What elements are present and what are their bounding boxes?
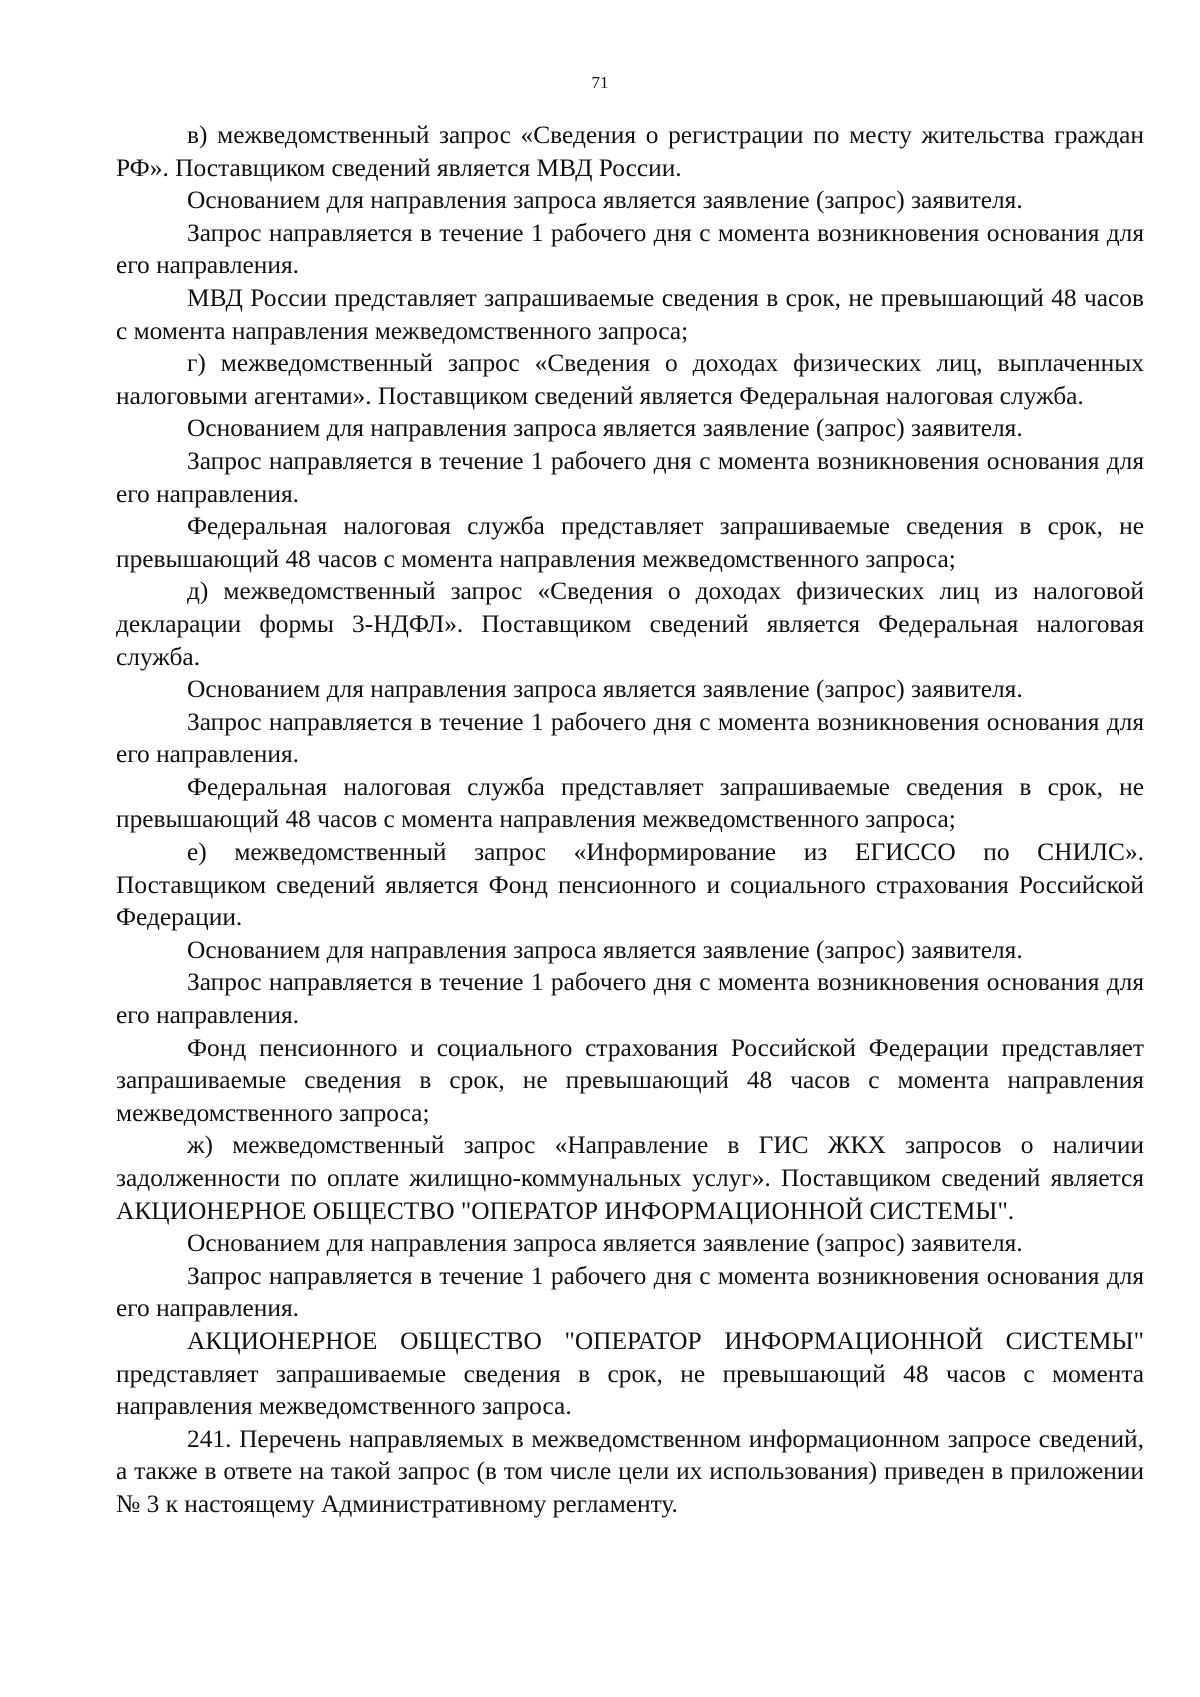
paragraph-request-timing: Запрос направляется в течение 1 рабочего дня с момента возникновения основания для его направления. <box>116 1261 1144 1323</box>
paragraph-fns-response-term: Федеральная налоговая служба представляет запрашиваемые сведения в срок, не превышающий 48 часов с момента направления межведомственного запроса; <box>116 512 1144 573</box>
paragraph-fns-response-term: Федеральная налоговая служба представляет запрашиваемые сведения в срок, не превышающий 48 часов с момента направления межведомственного запроса; <box>116 772 1144 834</box>
document-body <box>116 119 1144 1521</box>
paragraph-request-timing: Запрос направляется в течение 1 рабочего дня с момента возникновения основания для его направления. <box>116 446 1144 508</box>
paragraph-sfr-response-term: Фонд пенсионного и социального страхования Российской Федерации представляет запрашиваемые сведения в срок, не превышающий 48 часов с момента направления межведомственного запроса; <box>116 1033 1144 1127</box>
paragraph-request-basis: Основанием для направления запроса является заявление (запрос) заявителя. <box>187 414 1023 443</box>
paragraph-v-mvd-request: в) межведомственный запрос «Сведения о регистрации по месту жительства граждан РФ». Поставщиком сведений является МВД России. <box>116 121 1144 182</box>
page-number: 71 <box>591 73 609 92</box>
paragraph-e-egisso-request: е) межведомственный запрос «Информирование из ЕГИССО по СНИЛС». Поставщиком сведений является Фонд пенсионного и социального страхования Российской Федерации. <box>116 838 1144 932</box>
paragraph-request-timing: Запрос направляется в течение 1 рабочего дня с момента возникновения основания для его направления. <box>116 707 1144 769</box>
paragraph-request-basis: Основанием для направления запроса является заявление (запрос) заявителя. <box>187 935 1023 964</box>
paragraph-241-list-of-data: 241. Перечень направляемых в межведомственном информационном запросе сведений, а также в ответе на такой запрос (в том числе цели их использования) приведен в приложении № 3 к настоящему Административному регламенту. <box>116 1424 1144 1518</box>
paragraph-d-ndfl-request: д) межведомственный запрос «Сведения о доходах физических лиц из налоговой декларации формы 3-НДФЛ». Поставщиком сведений является Федеральная налоговая служба. <box>116 577 1144 671</box>
paragraph-g-fns-income-request: г) межведомственный запрос «Сведения о доходах физических лиц, выплаченных налоговыми агентами». Поставщиком сведений является Федеральная налоговая служба. <box>116 349 1144 410</box>
paragraph-operator-response-term: АКЦИОНЕРНОЕ ОБЩЕСТВО "ОПЕРАТОР ИНФОРМАЦИОННОЙ СИСТЕМЫ" представляет запрашиваемые сведения в срок, не превышающий 48 часов с момента направления межведомственного запроса. <box>116 1326 1144 1421</box>
paragraph-request-basis: Основанием для направления запроса является заявление (запрос) заявителя. <box>187 675 1023 704</box>
paragraph-request-basis: Основанием для направления запроса является заявление (запрос) заявителя. <box>187 186 1023 215</box>
paragraph-request-timing: Запрос направляется в течение 1 рабочего дня с момента возникновения основания для его направления. <box>116 968 1144 1030</box>
paragraph-request-timing: Запрос направляется в течение 1 рабочего дня с момента возникновения основания для его направления. <box>116 218 1144 280</box>
paragraph-mvd-response-term: МВД России представляет запрашиваемые сведения в срок, не превышающий 48 часов с момента направления межведомственного запроса; <box>116 283 1144 345</box>
paragraph-request-basis: Основанием для направления запроса является заявление (запрос) заявителя. <box>187 1229 1023 1258</box>
paragraph-zh-gis-zhkh-request: ж) межведомственный запрос «Направление в ГИС ЖКХ запросов о наличии задолженности по оплате жилищно-коммунальных услуг». Поставщиком сведений является АКЦИОНЕРНОЕ ОБЩЕСТВО "ОПЕРАТОР ИНФОРМАЦИОННОЙ СИСТЕМЫ". <box>116 1131 1144 1225</box>
